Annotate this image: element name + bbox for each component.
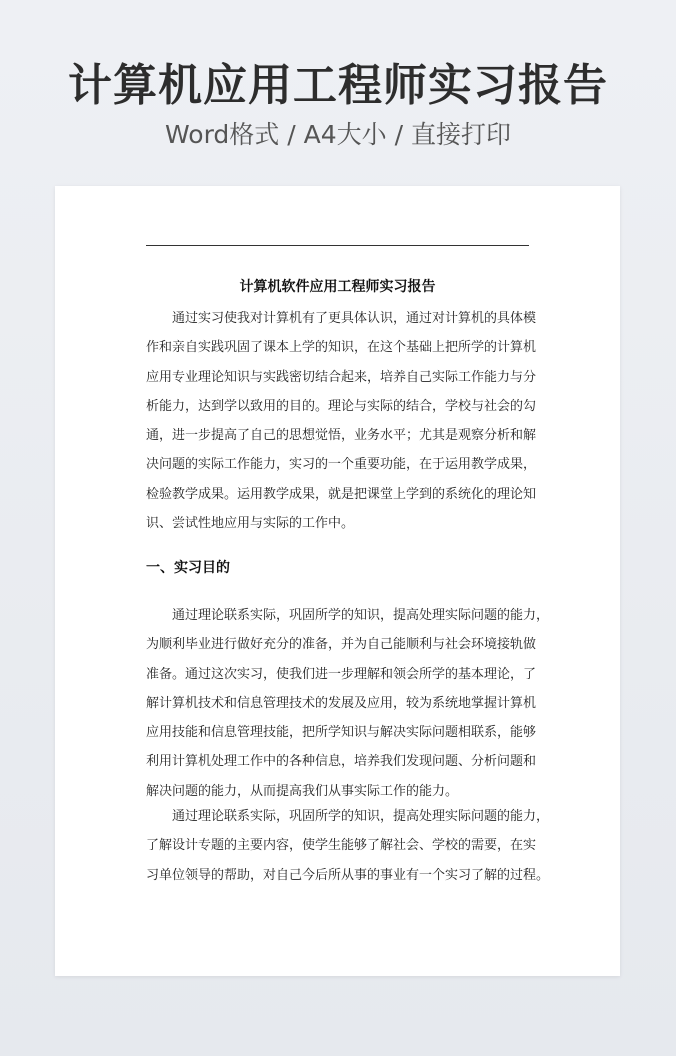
paragraph-line: 解决问题的能力，从而提高我们从事实际工作的能力。: [146, 783, 459, 799]
banner-title: 计算机应用工程师实习报告: [68, 60, 608, 111]
paragraph-line: 为顺利毕业进行做好充分的准备，并为自己能顺利与社会环境接轨做: [146, 637, 537, 653]
paragraph-line: 应用技能和信息管理技能，把所学知识与解决实际问题相联系，能够: [146, 725, 537, 741]
paragraph-line: 通过实习使我对计算机有了更具体认识，通过对计算机的具体模: [146, 311, 537, 326]
paragraph-line: 析能力，达到学以致用的目的。理论与实际的结合，学校与社会的勾: [146, 398, 537, 414]
banner-subtitle: Word格式 / A4大小 / 直接打印: [165, 120, 511, 149]
paragraph-line: 识、尝试性地应用与实际的工作中。: [146, 516, 355, 532]
paragraph-line: 利用计算机处理工作中的各种信息，培养我们发现问题、分析问题和: [146, 754, 537, 770]
paragraph-line: 作和亲自实践巩固了课本上学的知识，在这个基础上把所学的计算机: [146, 340, 537, 356]
paragraph-line: 通，进一步提高了自己的思想觉悟，业务水平；尤其是观察分析和解: [146, 428, 537, 444]
paragraph-line: 习单位领导的帮助，对自己今后所从事的事业有一个实习了解的过程。: [146, 867, 550, 883]
paragraph-line: 准备。通过这次实习，使我们进一步理解和领会所学的基本理论，了: [146, 666, 537, 682]
document-title: 计算机软件应用工程师实习报告: [239, 279, 436, 295]
paragraph-1: [146, 304, 536, 538]
paragraph-2: [146, 601, 550, 806]
paragraph-3: [146, 802, 550, 890]
paragraph-line: 决问题的实际工作能力，实习的一个重要功能，在于运用教学成果，: [146, 457, 537, 473]
paragraph-line: 通过理论联系实际，巩固所学的知识，提高处理实际问题的能力，: [146, 608, 550, 623]
header-rule: [146, 245, 529, 246]
paragraph-line: 了解设计专题的主要内容，使学生能够了解社会、学校的需要，在实: [146, 838, 537, 854]
paragraph-line: 通过理论联系实际，巩固所学的知识，提高处理实际问题的能力，: [146, 809, 550, 824]
paragraph-line: 应用专业理论知识与实践密切结合起来，培养自己实际工作能力与分: [146, 369, 537, 385]
paragraph-line: 检验教学成果。运用教学成果，就是把课堂上学到的系统化的理论知: [146, 486, 537, 502]
paragraph-line: 解计算机技术和信息管理技术的发展及应用，较为系统地掌握计算机: [146, 695, 537, 711]
section-heading: 一、实习目的: [146, 560, 230, 576]
document-page: [55, 186, 620, 976]
